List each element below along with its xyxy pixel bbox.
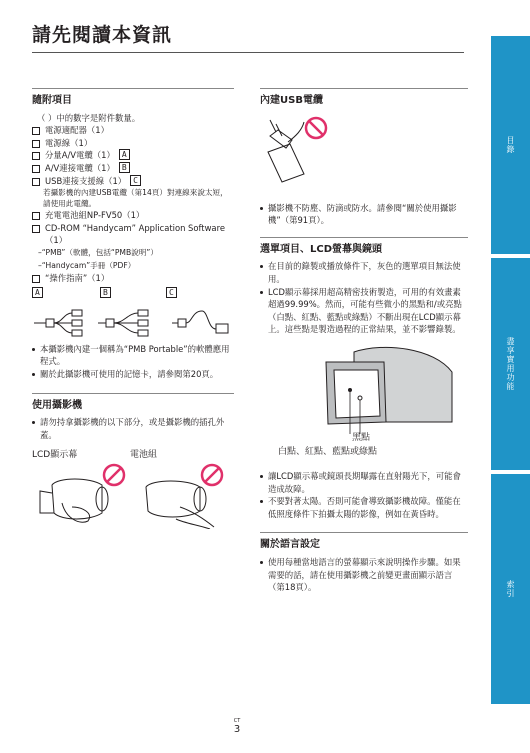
lcd-screen-icon: [314, 342, 454, 442]
left-column: [32, 88, 234, 531]
label-b: B: [119, 162, 130, 173]
list-item: 本攝影機內建一個稱為“PMB Portable”的軟體應用程式。: [32, 343, 234, 368]
accessories-heading: 隨附項目: [32, 88, 234, 108]
bullet-icon: [260, 475, 263, 478]
usb-illustration: [260, 112, 468, 186]
cdrom-sub: –“Handycam”手冊（PDF）: [38, 260, 136, 270]
usb-heading: 內建USB電纜: [260, 88, 468, 108]
list-item: 請勿持拿攝影機的以下部分，或是攝影機的插孔外蓋。: [32, 416, 234, 441]
checkbox-icon: [32, 152, 40, 160]
using-heading: 使用攝影機: [32, 393, 234, 413]
menu-heading: 選單項目、LCD螢幕與鏡頭: [260, 237, 468, 257]
checkbox-icon: [32, 275, 40, 283]
title-rule: [32, 52, 464, 53]
list-item: CD-ROM “Handycam” Application Software（1）: [32, 222, 234, 247]
bullet-icon: [260, 207, 263, 210]
lcd-label: LCD顯示幕: [32, 450, 78, 461]
cdrom-sub: –“PMB”（軟體，包括“PMB說明”）: [38, 247, 158, 257]
list-item: 在目前的錄製或播放條件下，灰色的選單項目無法使用。: [260, 260, 468, 285]
checkbox-icon: [32, 165, 40, 173]
bullet-icon: [260, 265, 263, 268]
checkbox-icon: [32, 178, 40, 186]
camera-lcd-icon: [32, 463, 132, 529]
label-a: A: [119, 149, 130, 160]
tab-index[interactable]: 索引: [491, 474, 530, 704]
camera-battery-icon: [132, 463, 232, 529]
bullet-icon: [260, 500, 263, 503]
black-dot-label: 黑點: [352, 432, 371, 443]
usb-cable-icon: [260, 112, 350, 186]
tab-contents[interactable]: 目錄: [491, 36, 530, 254]
list-item: 分量A/V電纜（1） A: [32, 149, 234, 162]
cable-illustration: [32, 287, 234, 337]
accessories-note: （ ）中的數字是附件數量。: [37, 112, 141, 123]
list-item: LCD顯示幕採用超高精密技術製造，可用的有效畫素超過99.99%。然而，可能有些微小的黑點和/或亮點（白點、紅點、藍點或綠點）不斷出現在LCD顯示幕上。這些點是製造過程的正常結果，並不影響錄製。: [260, 286, 468, 336]
list-item: 攝影機不防塵、防滴或防水。請參閱“關於使用攝影機”（第91頁）。: [260, 202, 468, 227]
cables-icon: [32, 299, 232, 339]
list-item: 電源適配器（1）: [32, 124, 234, 137]
battery-label: 電池組: [130, 450, 158, 461]
list-item: A/V連接電纜（1） B: [32, 162, 234, 175]
list-item: 使用每種當地語言的螢幕顯示來說明操作步驟。如果需要的話，請在使用攝影機之前變更畫面顯示語言（第18頁）。: [260, 556, 468, 594]
list-item: 充電電池組NP-FV50（1）: [32, 209, 234, 222]
holding-illustration: [32, 449, 234, 531]
page-code: CT: [233, 718, 241, 724]
list-item: 電源線（1）: [32, 137, 234, 150]
cable-label-a: A: [32, 287, 43, 298]
language-heading: 關於語言設定: [260, 532, 468, 552]
list-item: 讓LCD顯示幕或鏡頭長期曝露在直射陽光下，可能會造成故障。: [260, 470, 468, 495]
list-item: “操作指南”（1）: [32, 272, 234, 285]
list-item: USB連接支援線（1） C: [32, 175, 234, 188]
color-dots-label: 白點、紅點、藍點或綠點: [278, 446, 378, 457]
bullet-icon: [260, 561, 263, 564]
page-number: CT 3: [229, 718, 245, 735]
tab-useful-functions[interactable]: 盡享實用功能: [491, 258, 530, 470]
checkbox-icon: [32, 140, 40, 148]
cable-label-c: C: [166, 287, 177, 298]
lcd-dots-illustration: [260, 342, 468, 462]
list-item: 關於此攝影機可使用的記憶卡，請參閱第20頁。: [32, 368, 234, 381]
usb-note: 若攝影機的內建USB電纜（第14頁）對連線來說太短，請使用此電纜。: [43, 188, 228, 209]
bullet-icon: [32, 421, 35, 424]
checkbox-icon: [32, 225, 40, 233]
checkbox-icon: [32, 127, 40, 135]
bullet-icon: [32, 348, 35, 351]
right-column: [260, 88, 468, 594]
cable-label-b: B: [100, 287, 111, 298]
bullet-icon: [260, 291, 263, 294]
checkbox-icon: [32, 212, 40, 220]
list-item: 不要對著太陽。否則可能會導致攝影機故障。僅能在低照度條件下拍攝太陽的影像，例如在黃昏時。: [260, 495, 468, 520]
label-c: C: [130, 175, 141, 186]
page-title: 請先閱讀本資訊: [32, 24, 173, 46]
bullet-icon: [32, 373, 35, 376]
